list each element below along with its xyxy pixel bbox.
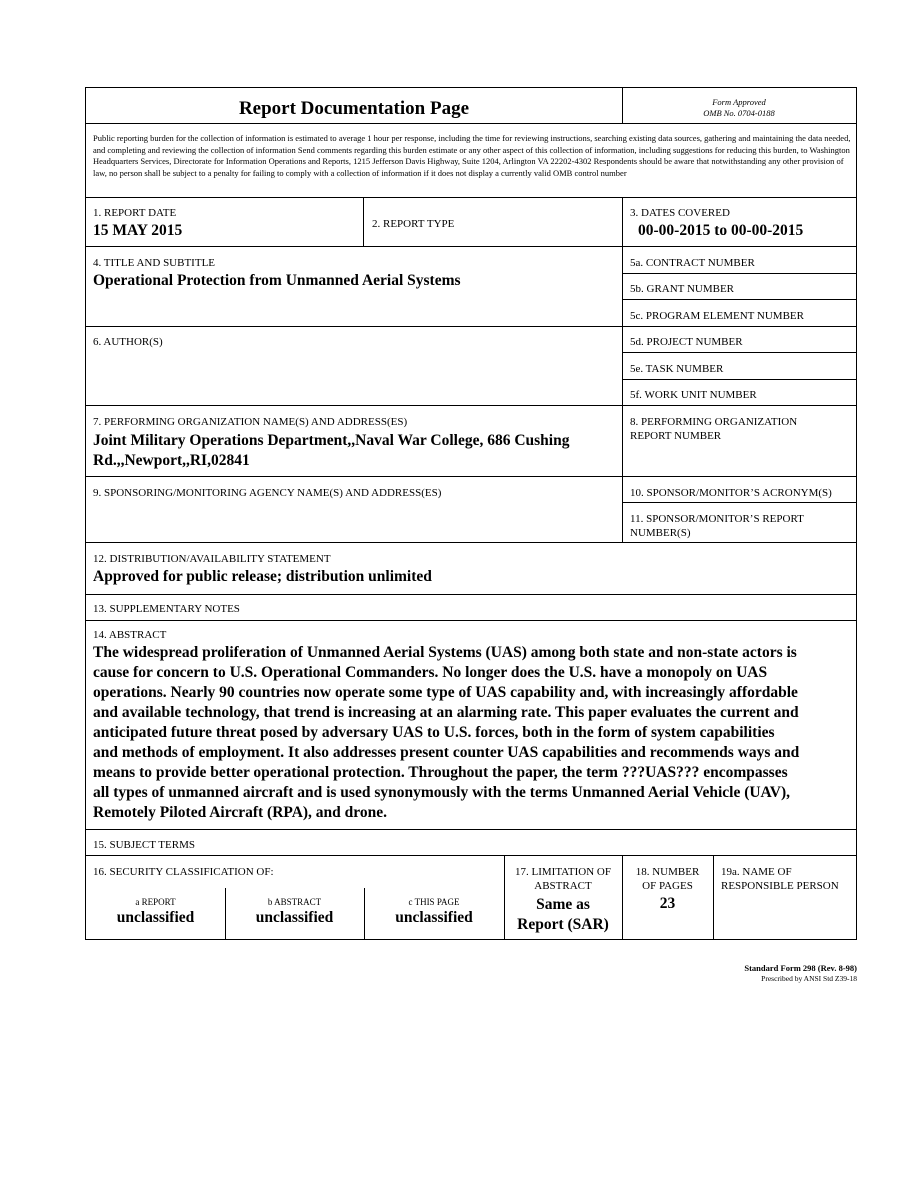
distribution-label: 12. DISTRIBUTION/AVAILABILITY STATEMENT — [93, 553, 331, 565]
title-label: 4. TITLE AND SUBTITLE — [93, 257, 216, 269]
limitation-value — [504, 895, 622, 935]
omb-block — [622, 97, 856, 119]
divider — [86, 542, 856, 543]
sponsor-acronym-label: 10. SPONSOR/MONITOR’S ACRONYM(S) — [630, 487, 832, 499]
abstract-text — [93, 643, 855, 823]
number-of-pages-label-line: 18. NUMBER — [635, 866, 700, 878]
divider — [86, 594, 856, 595]
report-type-label: 2. REPORT TYPE — [372, 218, 455, 230]
divider — [86, 246, 856, 247]
page-classification-label: c THIS PAGE — [408, 897, 460, 907]
report-classification — [86, 896, 225, 928]
performing-report-label-line: 8. PERFORMING ORGANIZATION — [630, 416, 798, 428]
dates-covered-label: 3. DATES COVERED — [630, 207, 730, 219]
sponsor-report-label-line: 11. SPONSOR/MONITOR’S REPORT — [630, 513, 804, 525]
number-of-pages-label — [622, 865, 713, 893]
standard-form-name: Standard Form 298 (Rev. 8-98) — [744, 963, 857, 973]
performing-org — [93, 431, 618, 471]
divider — [86, 326, 856, 327]
divider — [622, 476, 623, 542]
divider — [622, 273, 856, 274]
supplementary-notes-label: 13. SUPPLEMENTARY NOTES — [93, 603, 240, 615]
page-title: Report Documentation Page — [238, 98, 470, 119]
number-of-pages: 23 — [659, 895, 676, 912]
omb-number: OMB No. 0704-0188 — [703, 108, 775, 118]
abstract-classification — [225, 896, 364, 928]
work-unit-label: 5f. WORK UNIT NUMBER — [630, 389, 757, 401]
report-classification-value: unclassified — [116, 909, 195, 926]
divider — [86, 829, 856, 830]
authors-label: 6. AUTHOR(S) — [93, 336, 163, 348]
prescribed-by: Prescribed by ANSI Std Z39-18 — [761, 974, 857, 983]
program-element-label: 5c. PROGRAM ELEMENT NUMBER — [630, 310, 804, 322]
responsible-person-label — [721, 865, 856, 893]
task-number-label: 5e. TASK NUMBER — [630, 363, 724, 375]
burden-statement: Public reporting burden for the collection of information is estimated to average 1 hour per response, including the time for reviewing instructions, searching existing data sources, gathering and maintaining the data needed, and completing and reviewing the collection of information Send comments regarding this burden estimate or any other aspect of this collection of information, including suggestions for reducing this burden, to Washington Headquarters Services, Directorate for Information Operations and Reports, 1215 Jefferson Davis Highway, Suite 1204, Arlington VA 22202-4302 Respondents should be aware that notwithstanding any other provision of law, no person shall be subject to a penalty for failing to comply with a collection of information if it does not display a currently valid OMB control number — [93, 133, 851, 178]
divider — [86, 123, 856, 124]
limitation-label — [504, 865, 622, 893]
abstract-classification-value: unclassified — [255, 909, 334, 926]
sponsor-report-label-line: NUMBER(S) — [630, 527, 691, 539]
divider — [86, 405, 856, 406]
divider — [713, 855, 714, 940]
divider — [86, 476, 856, 477]
performing-report-label-line: REPORT NUMBER — [630, 430, 722, 442]
abstract-label: 14. ABSTRACT — [93, 629, 167, 641]
performing-report-label — [630, 415, 797, 443]
subject-terms-label: 15. SUBJECT TERMS — [93, 839, 195, 851]
responsible-person-label-line: 19a. NAME OF — [721, 866, 792, 878]
form-approved: Form Approved — [712, 97, 766, 107]
number-of-pages-label-line: OF PAGES — [642, 880, 693, 892]
contract-number-label: 5a. CONTRACT NUMBER — [630, 257, 755, 269]
divider — [86, 620, 856, 621]
abstract-line: and available technology, that trend is increasing at an alarming rate. This paper evaluates the current and — [93, 704, 799, 721]
divider — [622, 299, 856, 300]
report-date-label: 1. REPORT DATE — [93, 207, 177, 219]
report-documentation-form — [85, 87, 857, 940]
divider — [363, 197, 364, 246]
grant-number-label: 5b. GRANT NUMBER — [630, 283, 735, 295]
abstract-classification-label: b ABSTRACT — [267, 897, 322, 907]
project-number-label: 5d. PROJECT NUMBER — [630, 336, 743, 348]
performing-org-label: 7. PERFORMING ORGANIZATION NAME(S) AND ADDRESS(ES) — [93, 416, 408, 428]
security-classification-label: 16. SECURITY CLASSIFICATION OF: — [93, 866, 274, 878]
responsible-person-label-line: RESPONSIBLE PERSON — [721, 880, 839, 892]
page-classification-value: unclassified — [395, 909, 473, 926]
divider — [622, 379, 856, 380]
abstract-line: operations. Nearly 90 countries now operate some type of UAS capability and, with increasingly affordable — [93, 684, 798, 701]
report-date: 15 MAY 2015 — [93, 222, 183, 239]
performing-org-line: Rd.,,Newport,,RI,02841 — [93, 452, 250, 469]
divider — [622, 502, 856, 503]
abstract-line: The widespread proliferation of Unmanned Aerial Systems (UAS) among both state and non-state actors is — [93, 644, 797, 661]
form-footer — [744, 963, 857, 984]
abstract-line: Remotely Piloted Aircraft (RPA), and drone. — [93, 804, 388, 821]
limitation-value-line: Report (SAR) — [517, 916, 609, 933]
report-classification-label: a REPORT — [135, 897, 176, 907]
dates-covered: 00-00-2015 to 00-00-2015 — [638, 222, 804, 239]
limitation-value-line: Same as — [536, 896, 590, 913]
divider — [622, 197, 623, 484]
divider — [622, 352, 856, 353]
sponsor-report-label — [630, 512, 804, 540]
abstract-line: all types of unmanned aircraft and is used synonymously with the terms Unmanned Aerial Vehicle (UAV), — [93, 784, 790, 801]
abstract-line: means to provide better operational protection. Throughout the paper, the term ???UAS??? encompasses — [93, 764, 788, 781]
report-title: Operational Protection from Unmanned Aerial Systems — [93, 272, 461, 289]
abstract-line: and methods of employment. It also addresses present counter UAS capabilities and recommends ways and — [93, 744, 800, 761]
limitation-label-line: 17. LIMITATION OF — [515, 866, 611, 878]
divider — [86, 855, 856, 856]
page-classification — [364, 896, 504, 928]
sponsor-label: 9. SPONSORING/MONITORING AGENCY NAME(S) AND ADDRESS(ES) — [93, 487, 442, 499]
performing-org-line: Joint Military Operations Department,,Naval War College, 686 Cushing — [93, 432, 570, 449]
distribution-statement: Approved for public release; distribution unlimited — [93, 568, 432, 585]
divider — [86, 197, 856, 198]
abstract-line: anticipated future threat posed by adversary UAS to U.S. forces, both in the form of system capabilities — [93, 724, 775, 741]
abstract-line: cause for concern to U.S. Operational Commanders. No longer does the U.S. have a monopoly on UAS — [93, 664, 768, 681]
limitation-label-line: ABSTRACT — [534, 880, 592, 892]
